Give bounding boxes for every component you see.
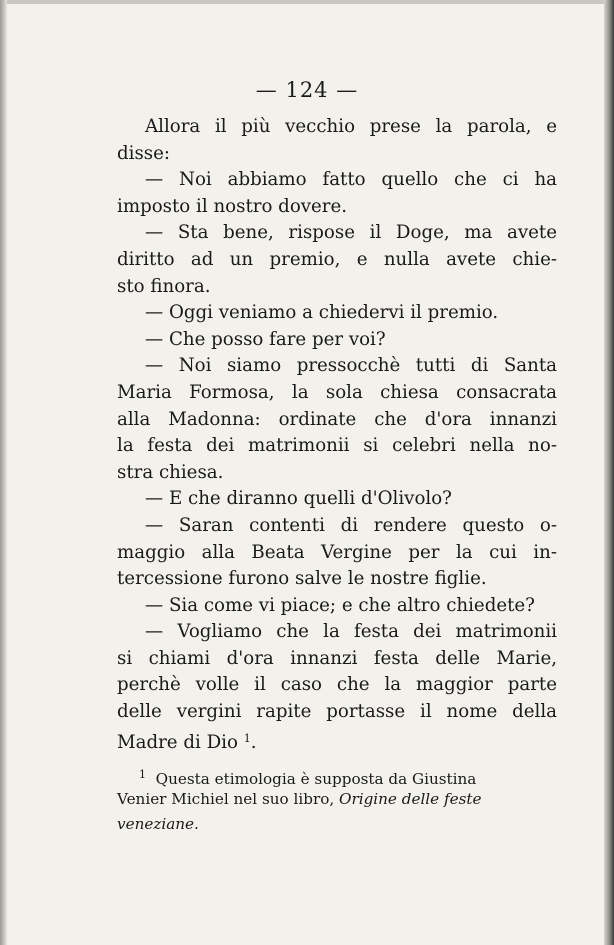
text-line: — Saran contenti di rendere questo o- [145,514,557,536]
text-line: alla Madonna: ordinate che d'ora innanzi [117,408,557,430]
footnote-mark: 1 [139,768,146,781]
text-line: sto finora. [117,275,211,297]
footnote-line2-text: Venier Michiel nel suo libro, [117,790,335,808]
page-number: — 124 — [255,78,359,102]
text-line: diritto ad un premio, e nulla avete chie- [117,248,557,270]
text-line: tercessione furono salve le nostre figlie. [117,568,487,590]
text-line: perchè volle il caso che la maggior parte [117,674,557,696]
body-text [117,114,557,752]
text-line: — Vogliamo che la festa dei matrimonii [145,621,557,643]
text-line: stra chiesa. [117,461,224,483]
text-line: imposto il nostro dovere. [117,195,348,217]
text-line: maggio alla Beata Vergine per la cui in- [117,541,557,563]
text-line: si chiami d'ora innanzi festa delle Marie, [117,647,557,669]
text-line-last [117,726,557,753]
footnote [117,762,557,837]
text-line: — Noi abbiamo fatto quello che ci ha [145,169,557,191]
page-left-edge [0,0,7,945]
text-line: disse: [117,142,171,164]
page-right-edge [604,0,614,945]
footnote-line [117,787,557,812]
text-line: — Che posso fare per voi? [145,328,386,350]
text-line: Maria Formosa, la sola chiesa consacrata [117,381,557,403]
footnote-line [117,762,557,787]
footnote-line: veneziane. [117,815,199,833]
text-line: — Oggi veniamo a chiedervi il premio. [145,302,499,324]
text-line: delle vergini rapite portasse il nome della [117,701,557,723]
text-line: — Sia come vi piace; e che altro chiedete? [145,594,535,616]
text-line: — Sta bene, rispose il Doge, ma avete [145,222,557,244]
last-line-text: Madre di Dio [117,731,238,753]
last-line-period: . [250,731,257,753]
page-top-edge [0,0,614,4]
text-line: la festa dei matrimonii si celebri nella no- [117,435,557,457]
text-line: — Noi siamo pressocchè tutti di Santa [145,355,557,377]
footnote-book-title: Origine delle feste [339,790,482,808]
text-line: — E che diranno quelli d'Olivolo? [145,488,452,510]
text-line: Allora il più vecchio prese la parola, e [145,116,557,137]
footnote-line1-text: Questa etimologia è supposta da Giustina [155,770,477,788]
footnote-reference[interactable]: 1 [243,731,251,745]
